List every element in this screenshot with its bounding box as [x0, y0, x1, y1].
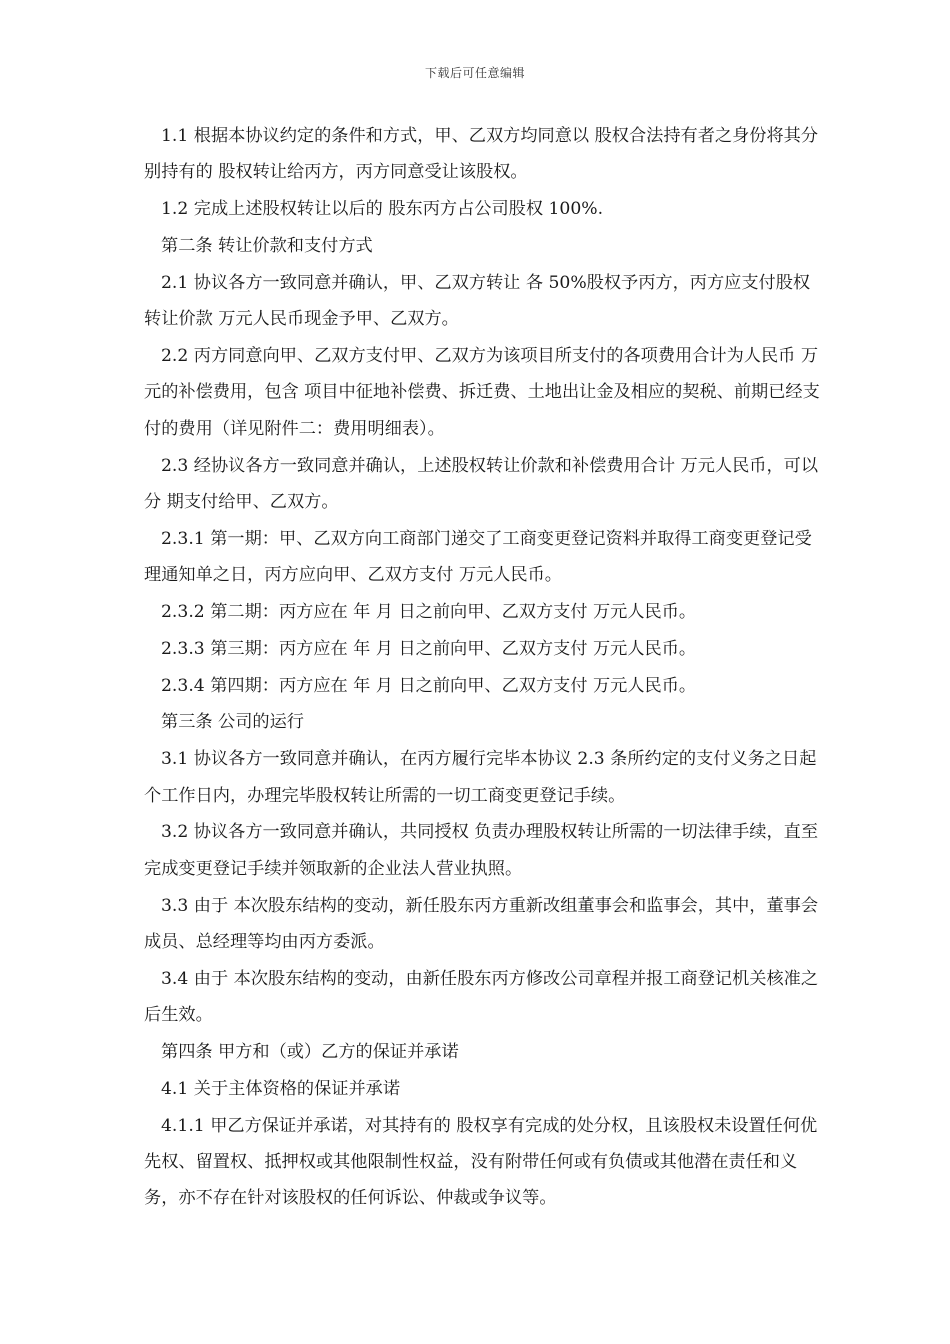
article-4-heading: 第四条 甲方和（或）乙方的保证并承诺 [161, 1042, 459, 1063]
article-2-heading: 第二条 转让价款和支付方式 [161, 236, 373, 256]
clause-2-2: 2.2 丙方同意向甲、乙双方支付甲、乙双方为该项目所支付的各项费用合计为人民币 万元的补偿费用，包含 项目中征地补偿费、拆迁费、土地出让金及相应的契税、前期已经支付的费用（详见附件二：费用明细表）。 [144, 346, 820, 439]
clause-2-3-4: 2.3.4 第四期：丙方应在 年 月 日之前向甲、乙双方支付 万元人民币。 [161, 675, 697, 696]
clause-2-3-3: 2.3.3 第三期：丙方应在 年 月 日之前向甲、乙双方支付 万元人民币。 [161, 638, 697, 659]
clause-3-3: 3.3 由于 本次股东结构的变动，新任股东丙方重新改组董事会和监事会，其中，董事会成员、总经理等均由丙方委派。 [144, 895, 819, 953]
article-3-heading: 第三条 公司的运行 [161, 712, 304, 733]
clause-4-1-1: 4.1.1 甲乙方保证并承诺，对其持有的 股权享有完成的处分权，且该股权未设置任何优先权、留置权、抵押权或其他限制性权益，没有附带任何或有负债或其他潜在责任和义务，亦不存在针对该股权的任何诉讼、仲裁或争议等。 [144, 1115, 818, 1209]
clause-1-1: 1.1 根据本协议约定的条件和方式，甲、乙双方均同意以 股权合法持有者之身份将其分别持有的 股权转让给丙方，丙方同意受让该股权。 [144, 126, 819, 183]
clause-3-4: 3.4 由于 本次股东结构的变动，由新任股东丙方修改公司章程并报工商登记机关核准之后生效。 [144, 968, 819, 1026]
clause-4-1: 4.1 关于主体资格的保证并承诺 [161, 1078, 401, 1099]
clause-2-3-1: 2.3.1 第一期：甲、乙双方向工商部门递交了工商变更登记资料并取得工商变更登记受理通知单之日，丙方应向甲、乙双方支付 万元人民币。 [144, 528, 812, 586]
clause-3-1: 3.1 协议各方一致同意并确认，在丙方履行完毕本协议 2.3 条所约定的支付义务之日起 个工作日内，办理完毕股权转让所需的一切工商变更登记手续。 [144, 749, 817, 806]
page-header: 下载后可任意编辑 [424, 66, 525, 80]
document-body [144, 118, 824, 1217]
clause-2-3: 2.3 经协议各方一致同意并确认，上述股权转让价款和补偿费用合计 万元人民币，可以分 期支付给甲、乙双方。 [144, 455, 819, 513]
clause-2-3-2: 2.3.2 第二期：丙方应在 年 月 日之前向甲、乙双方支付 万元人民币。 [161, 602, 697, 623]
clause-2-1: 2.1 协议各方一致同意并确认，甲、乙双方转让 各 50%股权予丙方，丙方应支付股权转让价款 万元人民币现金予甲、乙双方。 [144, 272, 811, 330]
clause-3-2: 3.2 协议各方一致同意并确认，共同授权 负责办理股权转让所需的一切法律手续，直至 完成变更登记手续并领取新的企业法人营业执照。 [144, 822, 819, 879]
clause-1-2: 1.2 完成上述股权转让以后的 股东丙方占公司股权 100%. [161, 199, 604, 220]
